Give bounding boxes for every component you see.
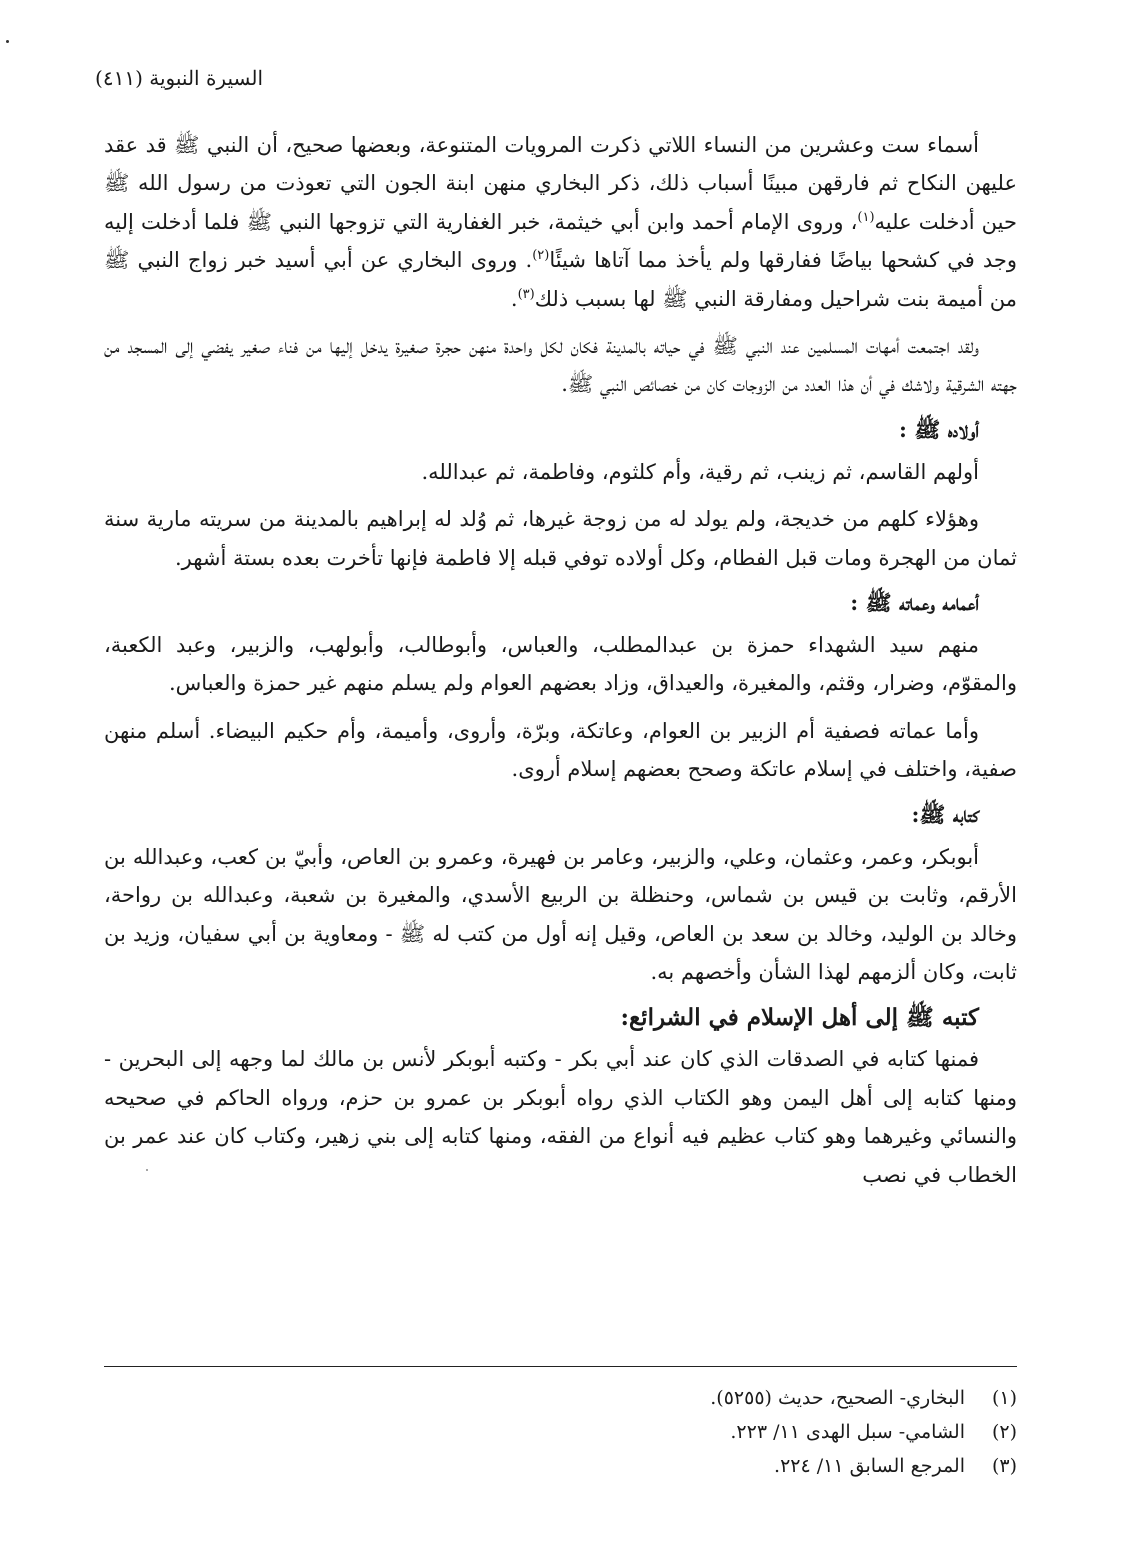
- paragraph-children-details: وهؤلاء كلهم من خديجة، ولم يولد له من زوجة غيرها، ثم وُلد له إبراهيم بالمدينة من سريته مارية سنة ثمان من الهجرة ومات قبل الفطام، وكل أولاده توفي قبله إلا فاطمة فإنها تأخرت بعده بستة أشهر.: [104, 507, 1017, 570]
- section-heading-uncles-aunts: أعمامه وعماته ﷺ :: [850, 591, 979, 617]
- paragraph-text: . وروى البخاري عن أبي أسيد خبر زواج النبي ﷺ من أميمة بنت شراحيل ومفارقة النبي ﷺ لها بسبب ذلك: [104, 248, 1017, 311]
- section-heading-children: أولاده ﷺ :: [899, 417, 979, 443]
- scan-speck: [6, 40, 9, 43]
- footnote-ref: (٢): [532, 248, 550, 264]
- footnote-item: [104, 1415, 1017, 1449]
- footnote-ref: (١): [857, 209, 875, 225]
- footnote-text: البخاري- الصحيح، حديث (٥٢٥٥).: [710, 1387, 965, 1409]
- paragraph-text: ، وروى الإمام أحمد وابن أبي خيثمة، خبر الغفارية التي تزوجها النبي ﷺ فلما أدخلت إليه وجد في كشحها بياضًا ففارقها ولم يأخذ مما آتاها شيئًا: [104, 209, 1018, 273]
- paragraph-text: .: [510, 286, 518, 311]
- paragraph-scribes: أبوبكر، وعمر، وعثمان، وعلي، والزبير، وعامر بن فهيرة، وعمرو بن العاص، وأبيّ بن كعب، وعبدالله بن الأرقم، وثابت بن قيس بن شماس، وحنظلة بن الربيع الأسدي، والمغيرة بن شعبة، وعبدالله بن رواحة، وخالد بن الوليد، وخالد بن سعد بن العاص، وقيل إنه أول من كتب له ﷺ - ومعاوية بن أبي سفيان، وزيد بن ثابت، وكان ألزمهم لهذا الشأن وأخصهم به.: [104, 844, 1017, 984]
- paragraph-children-list: أولهم القاسم، ثم زينب، ثم رقية، وأم كلثوم، وفاطمة، ثم عبدالله.: [421, 459, 979, 484]
- main-text: [104, 126, 1017, 1203]
- footnote-text: الشامي- سبل الهدى ١١/ ٢٢٣.: [730, 1421, 965, 1443]
- footnotes: [104, 1381, 1017, 1483]
- footnote-text: المرجع السابق ١١/ ٢٢٤.: [774, 1455, 965, 1477]
- section-heading-letters: كتبه ﷺ إلى أهل الإسلام في الشرائع:: [620, 1004, 979, 1032]
- footnote-item: [104, 1449, 1017, 1483]
- paragraph-wives: [104, 126, 1017, 318]
- section-heading-scribes: كتابه ﷺ:: [911, 802, 979, 828]
- footnote-ref: (٣): [517, 286, 535, 302]
- paragraph-text: أسماء ست وعشرين من النساء اللاتي ذكرت المرويات المتنوعة، وبعضها صحيح، أن النبي ﷺ قد عقد عليهن النكاح ثم فارقهن مبينًا أسباب ذلك، ذكر البخاري منهن ابنة الجون التي تعوذت من رسول الله ﷺ حين أدخلت عليه: [104, 133, 1017, 234]
- footnote-divider: [104, 1366, 1017, 1367]
- running-header: السيرة النبوية (٤١١): [95, 66, 263, 90]
- footnote-number: (٣): [991, 1455, 1017, 1477]
- footnote-number: (١): [991, 1387, 1017, 1409]
- paragraph-uncles: منهم سيد الشهداء حمزة بن عبدالمطلب، والعباس، وأبوطالب، وأبولهب، والزبير، وعبد الكعبة، والمقوّم، وضرار، وقثم، والمغيرة، والعيداق، وزاد بعضهم العوام ولم يسلم منهم غير حمزة والعباس.: [104, 633, 1017, 696]
- paragraph-rooms: ولقد اجتمعت أمهات المسلمين عند النبي ﷺ في حياته بالمدينة فكان لكل واحدة منهن حجرة صغيرة يدخل إليها من فناء صغير يفضي إلى المسجد من جهته الشرقية ولاشك في أن هذا العدد من الزوجات كان من خصائص النبي ﷺ.: [104, 334, 1017, 397]
- footnote-item: [104, 1381, 1017, 1415]
- footnote-number: (٢): [991, 1421, 1017, 1443]
- paragraph-letters: فمنها كتابه في الصدقات الذي كان عند أبي بكر - وكتبه أبوبكر لأنس بن مالك لما وجهه إلى البحرين - ومنها كتابه إلى أهل اليمن وهو الكتاب الذي رواه أبوبكر بن عمرو بن حزم، ورواه الحاكم في صحيحه والنسائي وغيرهما وهو كتاب عظيم فيه أنواع من الفقه، ومنها كتابه إلى بني زهير، وكتاب كان عند عمر بن الخطاب في نصب: [104, 1047, 1017, 1187]
- paragraph-aunts: وأما عماته فصفية أم الزبير بن العوام، وعاتكة، وبرّة، وأروى، وأميمة، وأم حكيم البيضاء. أسلم منهن صفية، واختلف في إسلام عاتكة وصحح بعضهم إسلام أروى.: [104, 718, 1017, 782]
